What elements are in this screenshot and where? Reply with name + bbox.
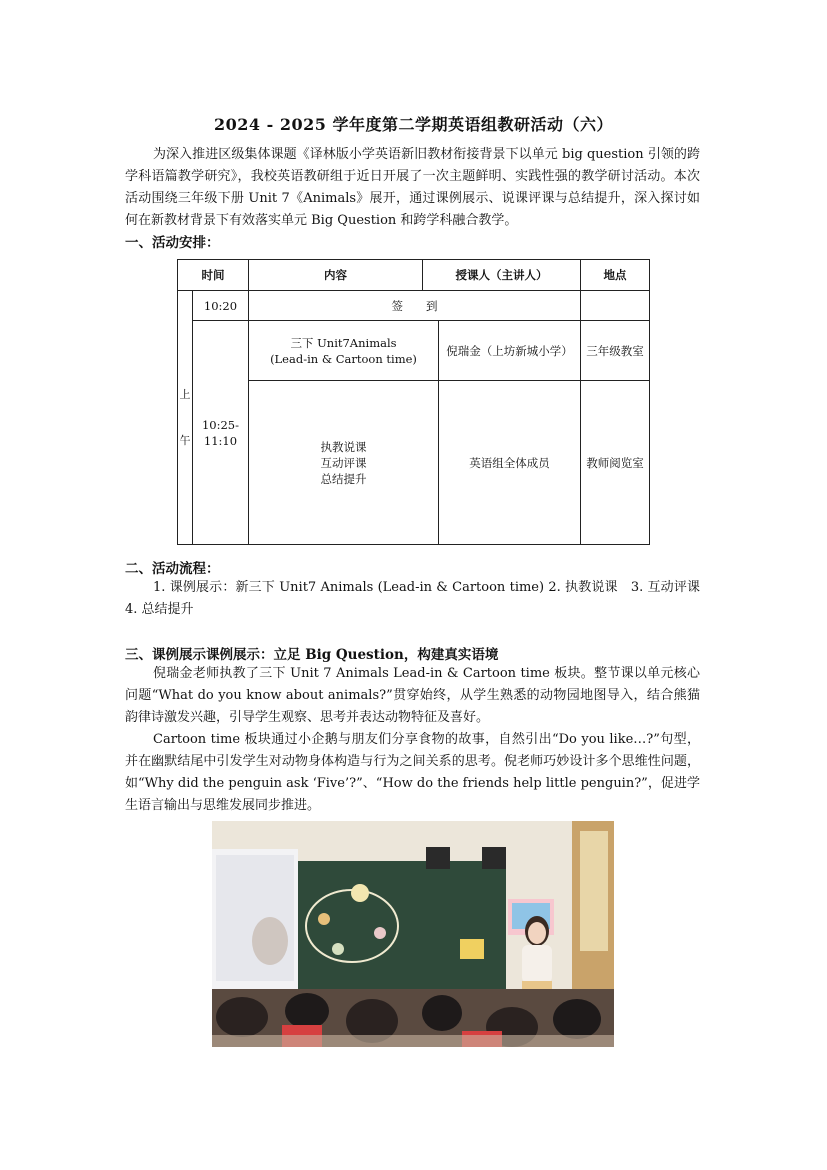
lesson-line: (Lead-in & Cartoon time) xyxy=(270,351,417,366)
period-label-am-1: 上 xyxy=(179,387,191,401)
time-cell: 10:25-11:10 xyxy=(193,321,249,545)
classroom-photo xyxy=(212,821,614,1047)
activity-line: 互动评课 xyxy=(320,455,367,470)
empty-cell xyxy=(581,291,650,321)
section1-heading: 一、活动安排： xyxy=(125,235,220,251)
lesson-paragraph-1: 倪瑞金老师执教了三下 Unit 7 Animals Lead-in & Cartoon time 板块。整节课以单元核心问题“What do you know about animals?”贯穿始终，从学生熟悉的动物园地图导入，结合熊猫韵律诗激发兴趣，引导学生观察、思考并表达动物特征及喜好。 xyxy=(125,666,700,725)
schedule-table xyxy=(177,259,650,545)
activity-cell xyxy=(249,381,439,545)
table-header-row xyxy=(178,260,650,291)
signin-cell: 签 到 xyxy=(249,291,581,321)
section3-heading: 三、课例展示课例展示：立足 Big Question，构建真实语境 xyxy=(125,647,499,663)
place-cell: 三年级教室 xyxy=(581,321,650,381)
header-content: 内容 xyxy=(249,260,423,291)
table-row xyxy=(178,291,650,321)
place-cell: 教师阅览室 xyxy=(581,381,650,545)
lesson-paragraph-2: Cartoon time 板块通过小企鹅与朋友们分享食物的故事，自然引出“Do you like…?”句型，并在幽默结尾中引发学生对动物身体构造与行为之间关系的思考。倪老师巧妙设计多个思维性问题，如“Why did the penguin ask ‘Five’?”、“How do the friends help little penguin?”，促进学生语言输出与思维发展同步推进。 xyxy=(125,732,700,813)
document-title: 2024 - 2025 学年度第二学期英语组教研活动（六） xyxy=(214,115,613,134)
header-time: 时间 xyxy=(178,260,249,291)
flow-paragraph: 1. 课例展示：新三下 Unit7 Animals (Lead-in & Cartoon time) 2. 执教说课 3. 互动评课 4. 总结提升 xyxy=(125,580,714,617)
section2-heading: 二、活动流程： xyxy=(125,561,220,577)
lesson-line: 三下 Unit7Animals xyxy=(290,335,397,350)
lesson-cell xyxy=(249,321,439,381)
header-teacher: 授课人（主讲人） xyxy=(423,260,581,291)
period-label-am-2: 午 xyxy=(179,433,191,447)
teacher-cell: 英语组全体成员 xyxy=(439,381,581,545)
header-place: 地点 xyxy=(581,260,650,291)
activity-line: 执教说课 xyxy=(320,439,367,454)
teacher-cell: 倪瑞金（上坊新城小学） xyxy=(439,321,581,381)
activity-line: 总结提升 xyxy=(320,471,367,486)
period-cell xyxy=(178,291,193,545)
table-row xyxy=(178,321,650,381)
classroom-photo-drawing xyxy=(212,821,614,1047)
intro-paragraph: 为深入推进区级集体课题《译林版小学英语新旧教材衔接背景下以单元 big question 引领的跨学科语篇教学研究》，我校英语教研组于近日开展了一次主题鲜明、实践性强的教学研讨活动。本次活动围绕三年级下册 Unit 7《Animals》展开，通过课例展示、说课评课与总结提升，深入探讨如何在新教材背景下有效落实单元 Big Question 和跨学科融合教学。 xyxy=(125,147,700,228)
table-row xyxy=(178,381,650,545)
time-cell: 10:20 xyxy=(193,291,249,321)
